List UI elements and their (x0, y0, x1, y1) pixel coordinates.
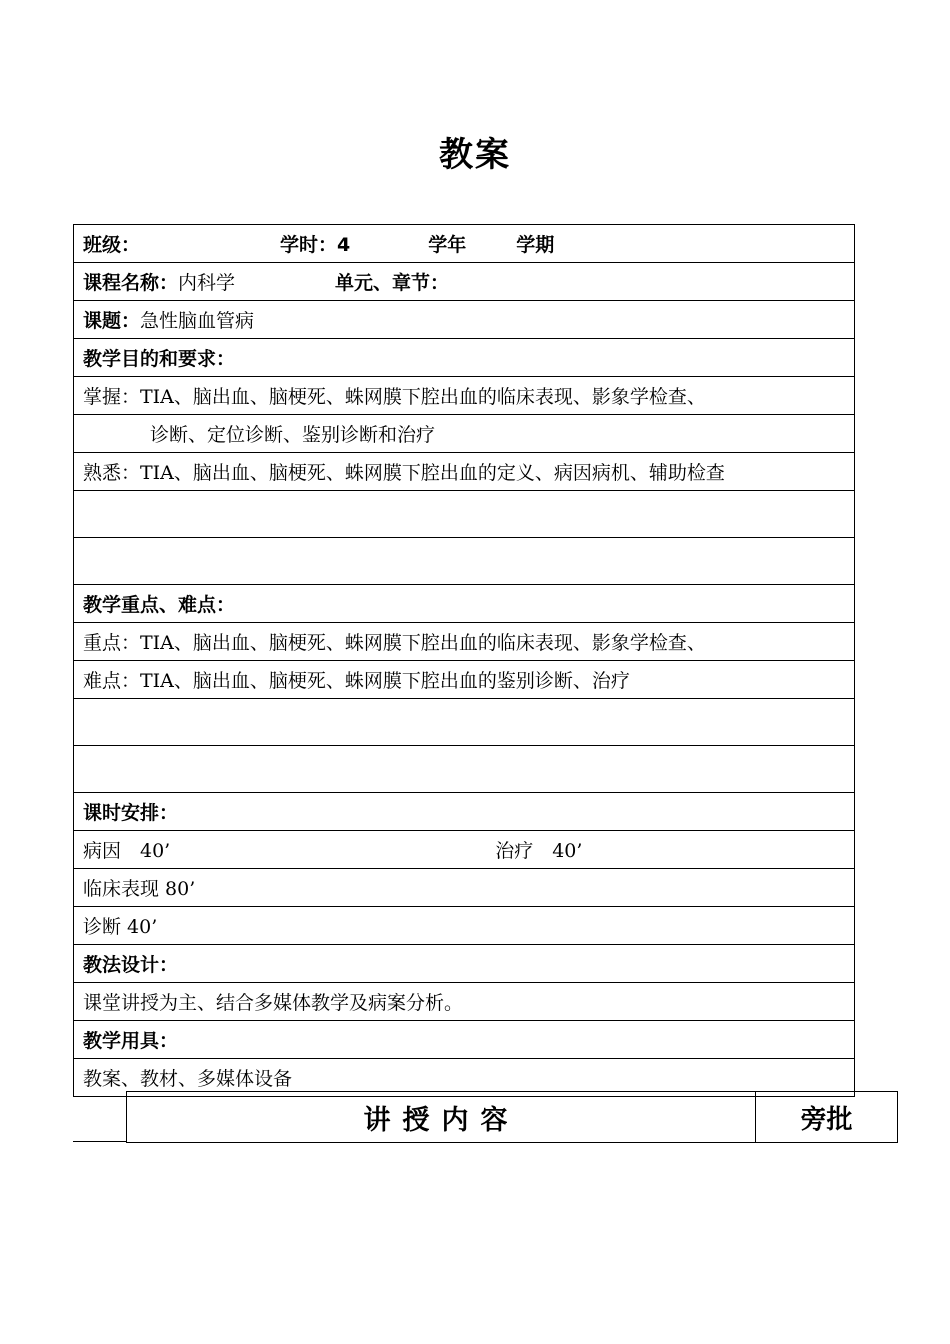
blank-row (74, 491, 854, 538)
margin-notes-header: 旁批 (755, 1091, 898, 1143)
course-row (74, 263, 854, 301)
key-points-heading: 教学重点、难点： (83, 594, 236, 616)
topic-value: 急性脑血管病 (140, 310, 255, 332)
method-text: 课堂讲授为主、结合多媒体教学及病案分析。 (83, 992, 464, 1014)
schedule-heading: 课时安排： (83, 802, 179, 824)
objectives-heading-row (74, 339, 854, 377)
schedule-row-2 (74, 869, 854, 907)
schedule-row-1 (74, 831, 854, 869)
schedule-diagnosis: 诊断 40’ (83, 916, 158, 938)
method-heading: 教法设计： (83, 954, 179, 976)
lecture-content-header: 讲授内容 (126, 1091, 756, 1143)
key-point-text: 重点：TIA、脑出血、脑梗死、蛛网膜下腔出血的临床表现、影象学检查、 (83, 632, 706, 654)
master-row-2 (74, 415, 854, 453)
schedule-clinical: 临床表现 80’ (83, 878, 196, 900)
schedule-treatment: 治疗 40’ (495, 840, 583, 862)
course-name-label: 课程名称： (83, 272, 179, 294)
topic-row (74, 301, 854, 339)
master-text-line-1: 掌握：TIA、脑出血、脑梗死、蛛网膜下腔出血的临床表现、影象学检查、 (83, 386, 706, 408)
topic-label: 课题： (83, 310, 141, 332)
term-label: 学期 (516, 234, 555, 256)
lesson-plan-form (73, 224, 855, 1097)
method-heading-row (74, 945, 854, 983)
schedule-etiology: 病因 40’ (83, 840, 171, 862)
master-text-line-2: 诊断、定位诊断、鉴别诊断和治疗 (150, 424, 436, 446)
tools-text: 教案、教材、多媒体设备 (83, 1068, 293, 1090)
empty-cell (73, 1091, 126, 1142)
familiar-text: 熟悉：TIA、脑出血、脑梗死、蛛网膜下腔出血的定义、病因病机、辅助检查 (83, 462, 725, 484)
difficult-point-text: 难点：TIA、脑出血、脑梗死、蛛网膜下腔出血的鉴别诊断、治疗 (83, 670, 630, 692)
document-title: 教案 (439, 135, 511, 175)
blank-row (74, 746, 854, 793)
schedule-row-3 (74, 907, 854, 945)
blank-row (74, 699, 854, 746)
difficult-point-row (74, 661, 854, 699)
year-label: 学年 (428, 234, 467, 256)
objectives-heading: 教学目的和要求： (83, 348, 236, 370)
key-point-row (74, 623, 854, 661)
content-header-row (73, 1091, 897, 1142)
blank-row (74, 538, 854, 585)
hours-label: 学时：4 (280, 234, 351, 256)
familiar-row (74, 453, 854, 491)
schedule-heading-row (74, 793, 854, 831)
tools-heading-row (74, 1021, 854, 1059)
tools-heading: 教学用具： (83, 1030, 179, 1052)
master-row-1 (74, 377, 854, 415)
class-row (74, 225, 854, 263)
course-name-value: 内科学 (178, 272, 236, 294)
class-label: 班级： (83, 234, 141, 256)
key-points-heading-row (74, 585, 854, 623)
unit-chapter-label: 单元、章节： (335, 272, 450, 294)
method-row (74, 983, 854, 1021)
